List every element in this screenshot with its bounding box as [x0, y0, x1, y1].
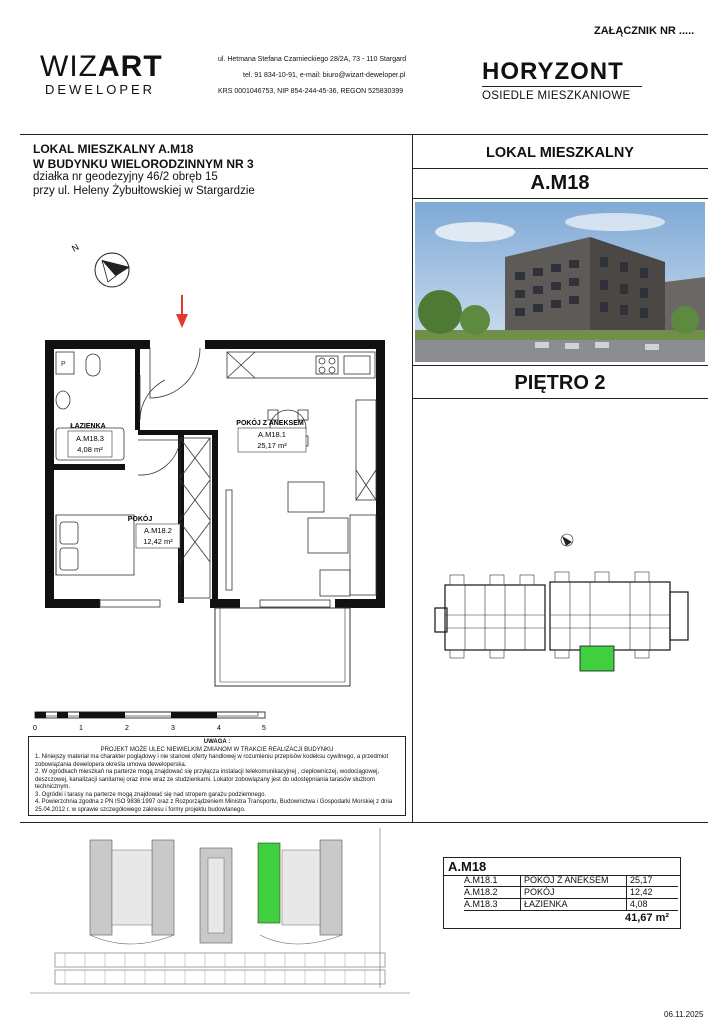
svg-text:25,17 m²: 25,17 m²	[257, 441, 287, 450]
scale-bar-wrap	[35, 708, 275, 738]
compass-small-icon	[561, 534, 573, 546]
building-rendering	[415, 202, 705, 362]
floor-label: PIĘTRO 2	[514, 372, 606, 394]
svg-text:A.M18.2: A.M18.2	[144, 526, 172, 535]
notes-heading: UWAGA :	[203, 739, 231, 745]
floor-plan	[30, 230, 405, 710]
svg-text:ŁAZIENKA: ŁAZIENKA	[70, 423, 106, 430]
svg-text:POKÓJ: POKÓJ	[127, 516, 153, 523]
svg-text:4,08 m²: 4,08 m²	[77, 445, 103, 454]
unit-highlight	[580, 646, 614, 671]
svg-text:12,42 m²: 12,42 m²	[143, 537, 173, 546]
svg-text:P: P	[61, 361, 66, 368]
area-table	[443, 857, 681, 929]
unit-line-1: LOKAL MIESZKALNY A.M18	[33, 142, 194, 156]
attachment-label: ZAŁĄCZNIK NR .....	[594, 25, 695, 37]
table-row: A.M18.1 POKÓJ Z ANEKSEM 25,17	[464, 875, 678, 887]
developer-logo	[40, 52, 163, 82]
note-item: 2. W ogródkach mieszkań na parterze mogą znajdować się przyłącza instalacji telekomunikacyjnej , ciepłowniczej, wodociągowej, deszczowej, kanalizacji sanitarnej oraz inne wraz ze studzienkami. Lokator zobowiązany jest do udostępniania tarasów służbom technicznym.	[35, 769, 380, 790]
document-date: 06.11.2025	[664, 1010, 704, 1019]
logo-wiz: WIZ	[40, 50, 98, 83]
compass-north: N	[70, 241, 81, 254]
table-row: A.M18.2 POKÓJ 12,42	[464, 887, 678, 899]
estate-subtitle: OSIEDLE MIESZKANIOWE	[482, 90, 631, 102]
site-plan	[30, 828, 410, 1008]
notes-box	[28, 736, 406, 816]
svg-text:POKÓJ Z ANEKSEM: POKÓJ Z ANEKSEM	[236, 420, 304, 427]
scale-label-5: 5	[262, 725, 266, 732]
developer-contact: tel. 91 834-10-91, e-mail: biuro@wizart-deweloper.pl	[243, 72, 406, 79]
room-label-bathroom	[68, 423, 112, 457]
scale-label-0: 0	[33, 725, 37, 732]
logo-art: ART	[97, 50, 163, 83]
table-row: A.M18.3 ŁAZIENKA 4,08	[464, 899, 678, 911]
unit-line-3: działka nr geodezyjny 46/2 obręb 15	[33, 171, 218, 183]
site-building-highlight	[258, 843, 280, 923]
scale-label-1: 1	[79, 725, 83, 732]
unit-line-4: przy ul. Heleny Żybułtowskiej w Stargardzie	[33, 185, 255, 197]
svg-text:A.M18.1: A.M18.1	[258, 430, 286, 439]
room-label-living	[236, 418, 306, 452]
area-table-title: A.M18	[448, 859, 487, 874]
note-item: 1. Niniejszy materiał ma charakter poglądowy i nie stanowi oferty handlowej w rozumieniu przepisów kodeksu cywilnego, a przedmiot zobowiązania dewelopera określa umowa deweloperska.	[35, 754, 389, 768]
svg-text:A.M18.3: A.M18.3	[76, 434, 104, 443]
panel-title: LOKAL MIESZKALNY	[486, 145, 634, 161]
notes-subheading: PROJEKT MOŻE ULEC NIEWIELKIM ZMIANOM W TRAKCIE REALIZACJI BUDYNKU	[100, 746, 334, 753]
panel-unit: A.M18	[530, 172, 590, 194]
estate-name: HORYZONT	[482, 58, 624, 85]
floor-key-plan	[430, 520, 700, 680]
unit-line-2: W BUDYNKU WIELORODZINNYM NR 3	[33, 157, 254, 171]
entry-arrow-icon	[176, 295, 188, 328]
area-total: 41,67 m²	[625, 912, 670, 924]
developer-registry: KRS 0001046753, NIP 854-244-45-36, REGON 525830399	[218, 88, 404, 95]
scale-label-2: 2	[125, 725, 129, 732]
room-label-bedroom	[128, 514, 180, 548]
scale-label-3: 3	[171, 725, 175, 732]
note-item: 3. Ogródki i tarasy na parterze mogą znajdować się nad stropem garażu podziemnego.	[35, 791, 267, 798]
area-table-rows	[464, 875, 678, 911]
scale-label-4: 4	[217, 725, 221, 732]
compass-icon	[70, 242, 130, 287]
logo-subtitle: DEWELOPER	[45, 82, 156, 97]
developer-address: ul. Hetmana Stefana Czarnieckiego 28/2A, 73 - 110 Stargard	[218, 56, 407, 63]
note-item: 4. Powierzchnia zgodna z PN ISO 9836:1997 oraz z Rozporządzeniem Ministra Transportu, Budownictwa i Gospodarki Morskiej z dnia 25.04.2012 r. w sprawie szczegółowego zakresu i formy projektu budowlanego.	[35, 799, 393, 813]
